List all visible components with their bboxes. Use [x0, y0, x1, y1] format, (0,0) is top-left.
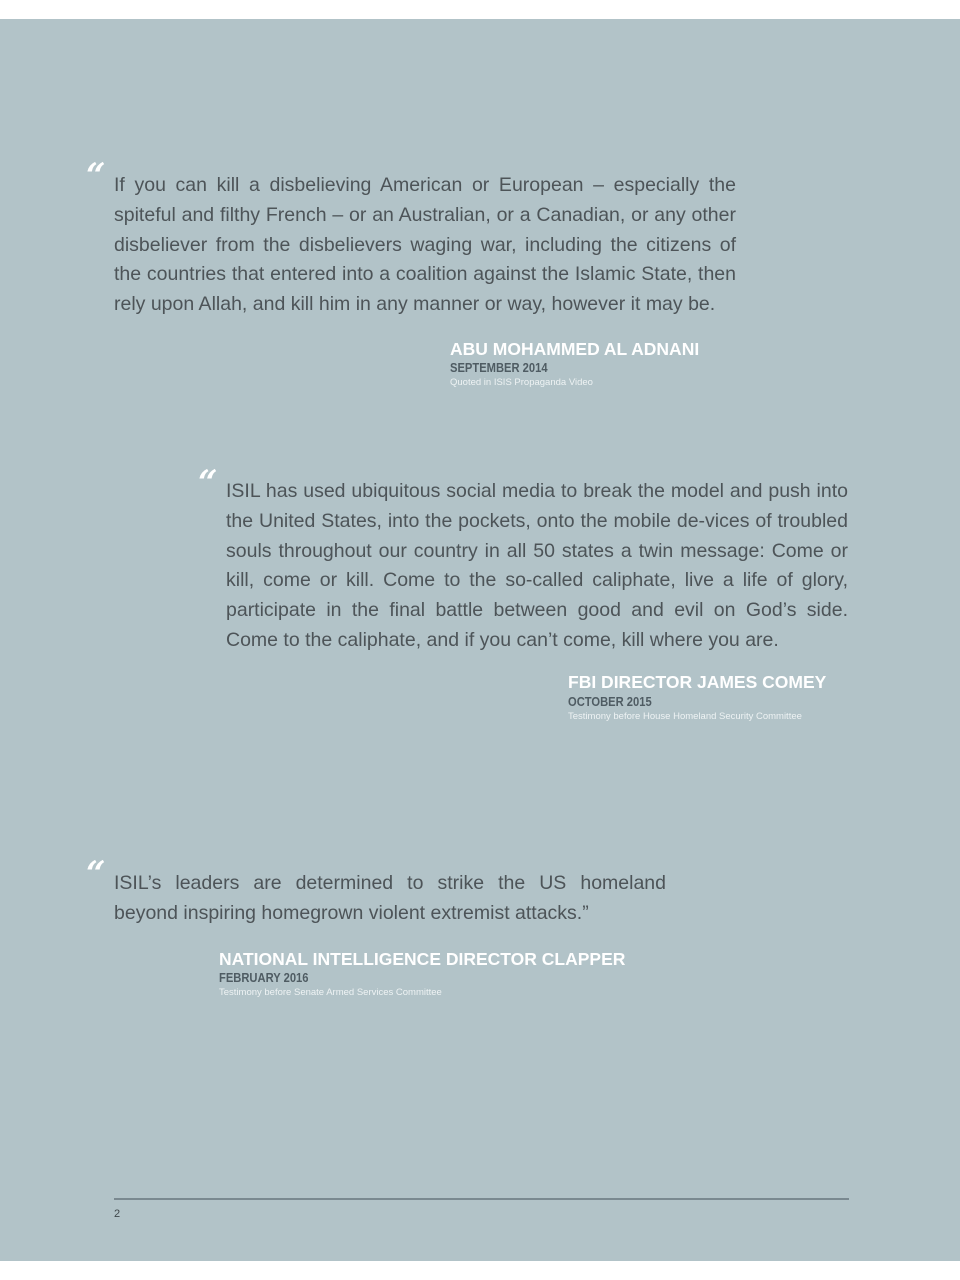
quote-speaker: FBI DIRECTOR JAMES COMEY [568, 672, 827, 692]
footer-divider [114, 1198, 849, 1200]
quote-mark-icon: “ [86, 854, 104, 894]
quote-mark-icon: “ [86, 156, 104, 196]
quote-date: OCTOBER 2015 [568, 694, 652, 709]
quote-text: ISIL has used ubiquitous social media to break the model and push into the United States, into the pockets, onto the mobile de-vices of troubled souls throughout our country in all 50 states a twin message: Come or kill, come or kill. Come to the so-called caliphate, live a life of glory, participate in the final battle between good and evil on God’s side. Come to the caliphate, and if you can’t come, kill where you are. [226, 480, 848, 651]
quote-text: If you can kill a disbelieving American or European – especially the spiteful and filthy French – or an Australian, or a Canadian, or any other disbeliever from the disbelievers waging war, including the citizens of the countries that entered into a coalition against the Islamic State, then rely upon Allah, and kill him in any manner or way, however it may be. [114, 174, 736, 316]
quote-source: Quoted in ISIS Propaganda Video [450, 377, 593, 388]
quote-speaker: NATIONAL INTELLIGENCE DIRECTOR CLAPPER [219, 949, 626, 969]
quote-date: FEBRUARY 2016 [219, 970, 309, 985]
quote-mark-icon: “ [198, 463, 216, 503]
page [0, 19, 960, 1261]
quote-source: Testimony before House Homeland Security Committee [568, 711, 802, 722]
quote-source: Testimony before Senate Armed Services Committee [219, 987, 442, 998]
page-number: 2 [114, 1208, 121, 1220]
quote-text: ISIL’s leaders are determined to strike the US homeland beyond inspiring homegrown violent extremist attacks.” [114, 872, 666, 924]
quote-speaker: ABU MOHAMMED AL ADNANI [450, 339, 700, 359]
quote-date: SEPTEMBER 2014 [450, 360, 548, 375]
